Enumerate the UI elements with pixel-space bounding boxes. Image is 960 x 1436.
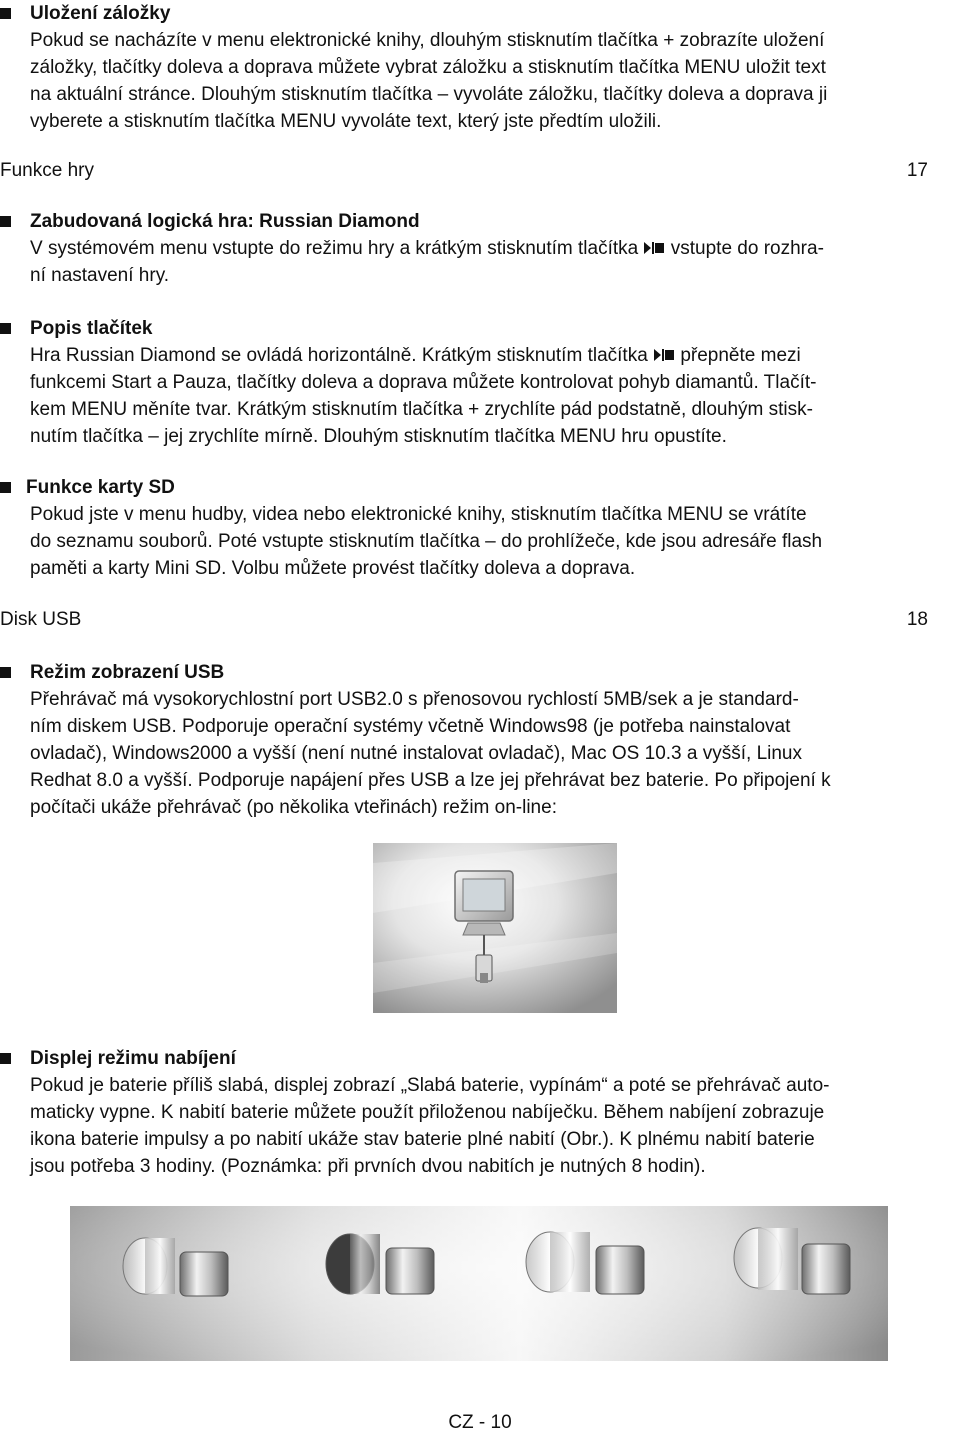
paragraph: Pokud je baterie příliš slabá, displej zobrazí „Slabá baterie, vypínám“ a poté se přehrávač auto- maticky vypne. K nabití baterie můžete použít přiloženou nabíječku. Během nabíjení zobrazuje ikona baterie impulsy a po nabití ukáže stav baterie plné nabití (Obr.). K plnému nabití baterie jsou potřeba 3 hodiny. (Poznámka: při prvních dvou nabitích je nutných 8 hodin). (30, 1075, 830, 1177)
section-buttons (0, 315, 930, 450)
square-bullet-icon (0, 482, 11, 493)
square-bullet-icon (0, 323, 11, 334)
paragraph: Přehrávač má vysokorychlostní port USB2.0 s přenosovou rychlostí 5MB/sek a je standard- ním diskem USB. Podporuje operační systémy včetně Windows98 (je potřeba nainstalovat ovladač), Windows2000 a vyšší (není nutné instalovat ovladač), Mac OS 10.3 a vyšší, Linux Redhat 8.0 a vyšší. Podporuje napájení přes USB a lze jej přehrávat bez baterie. Po připojení k počítači ukáže přehrávač (po několika vteřinách) režim on-line: (30, 689, 831, 818)
section-charging (0, 1045, 958, 1180)
usb-computer-image (373, 843, 617, 1013)
paragraph: Hra Russian Diamond se ovládá horizontálně. Krátkým stisknutím tlačítka přepněte mezi funkcemi Start a Pauza, tlačítky doleva a doprava můžete kontrolovat pohyb diamantů. Tlačít- kem MENU měníte tvar. Krátkým stisknutím tlačítka + zrychlíte pád podstatně, dlouhým stisk- nutím tlačítka – jej zrychlíte mírně. Dlouhým stisknutím tlačítka MENU hru opustíte. (30, 345, 817, 447)
square-bullet-icon (0, 667, 11, 678)
paragraph: V systémovém menu vstupte do režimu hry a krátkým stisknutím tlačítka vstupte do rozhra- ní nastavení hry. (30, 238, 824, 286)
section-game (0, 208, 930, 289)
section-heading: Displej režimu nabíjení (0, 1045, 958, 1072)
section-heading: Funkce karty SD (0, 474, 930, 501)
paragraph: Pokud se nacházíte v menu elektronické knihy, dlouhým stisknutím tlačítka + zobrazíte uložení záložky, tlačítky doleva a doprava můžete vybrat záložku a stisknutím tlačítka MENU uložit text na aktuální stránce. Dlouhým stisknutím tlačítka – vyvoláte záložku, tlačítky doleva a doprava ji vyberete a stisknutím tlačítka MENU vyvoláte text, který jste předtím uložili. (30, 30, 828, 132)
section-heading: Režim zobrazení USB (0, 659, 958, 686)
battery-charging-image (70, 1206, 888, 1361)
section-bookmark (0, 0, 930, 135)
square-bullet-icon (0, 8, 11, 19)
chapter-number: 17 (906, 160, 928, 181)
square-bullet-icon (0, 1053, 11, 1064)
square-bullet-icon (0, 216, 11, 227)
play-pause-icon (643, 240, 665, 256)
section-heading: Popis tlačítek (0, 315, 930, 342)
paragraph: Pokud jste v menu hudby, videa nebo elektronické knihy, stisknutím tlačítka MENU se vrátíte do seznamu souborů. Poté vstupte stisknutím tlačítka – do prohlížeče, kde jsou adresáře flash paměti a karty Mini SD. Volbu můžete provést tlačítky doleva a doprava. (30, 504, 823, 579)
play-pause-icon (653, 347, 675, 363)
section-sdcard (0, 474, 930, 582)
section-heading: Uložení záložky (0, 0, 930, 27)
section-heading: Zabudovaná logická hra: Russian Diamond (0, 208, 930, 235)
chapter-heading-usb: Disk USB 18 (0, 606, 928, 633)
chapter-heading-game: Funkce hry 17 (0, 157, 928, 184)
page-number: CZ - 10 (448, 1412, 512, 1433)
chapter-number: 18 (906, 609, 928, 630)
section-usb (0, 659, 958, 821)
